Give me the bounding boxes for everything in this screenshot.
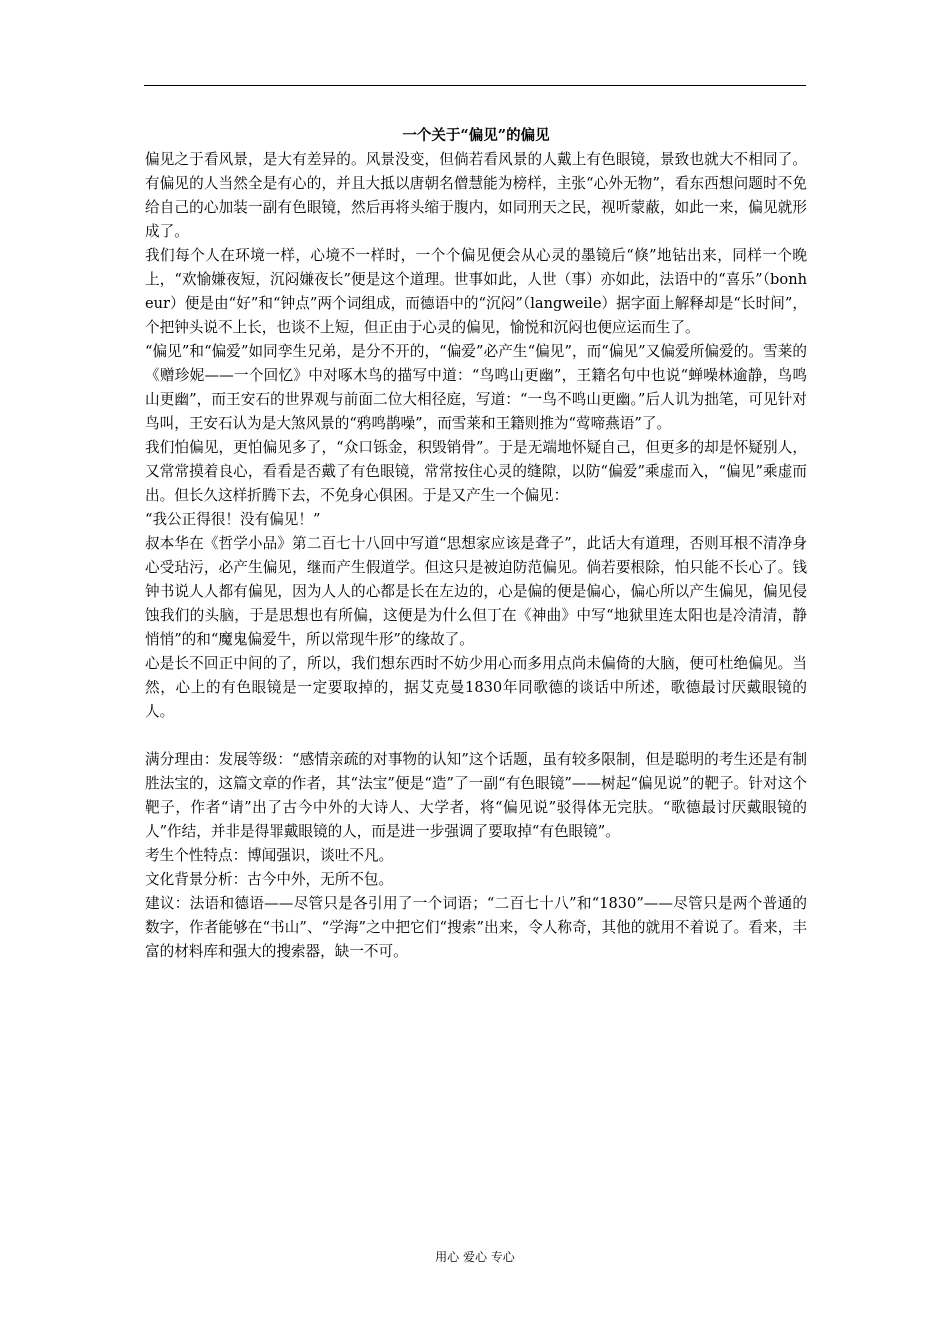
- section-gap: [145, 724, 807, 748]
- body-paragraph: “偏见”和“偏爱”如同孪生兄弟，是分不开的，“偏爱”必产生“偏见”，而“偏见”又偏爱所偏爱的。雪莱的《赠珍妮——一个回忆》中对啄木鸟的描写中道：“鸟鸣山更幽”，王籍名句中也说“蝉噪林逾静，鸟鸣山更幽”，而王安石的世界观与前面二位大相径庭，写道：“一鸟不鸣山更幽。”后人讥为拙笔，可见针对鸟叫，王安石认为是大煞风景的“鸦鸣鹊噪”，而雪莱和王籍则推为“莺啼燕语”了。: [145, 343, 807, 432]
- body-paragraph: 偏见之于看风景，是大有差异的。风景没变，但倘若看风景的人戴上有色眼镜，景致也就大不相同了。有偏见的人当然全是有心的，并且大抵以唐朝名僧慧能为榜样，主张“心外无物”，看东西想问题时不免给自己的心加装一副有色眼镜，然后再将头缩于腹内，如同刑天之民，视听蒙蔽，如此一来，偏见就形成了。: [145, 151, 807, 240]
- commentary-paragraph: 考生个性特点：博闻强识，谈吐不凡。: [145, 847, 394, 864]
- page-footer: 用心 爱心 专心: [435, 1250, 515, 1264]
- body-paragraph: 我们怕偏见，更怕偏见多了，“众口铄金，积毁销骨”。于是无端地怀疑自己，但更多的却是怀疑别人，又常常摸着良心，看看是否戴了有色眼镜，常常按住心灵的缝隙，以防“偏爱”乘虚而入，“偏见”乘虚而出。但长久这样折腾下去，不免身心俱困。于是又产生一个偏见：: [145, 439, 807, 504]
- commentary-paragraph: 满分理由：发展等级：“感情亲疏的对事物的认知”这个话题，虽有较多限制，但是聪明的考生还是有制胜法宝的，这篇文章的作者，其“法宝”便是“造”了一副“有色眼镜”——树起“偏见说”的靶子。针对这个靶子，作者“请”出了古今中外的大诗人、大学者，将“偏见说”驳得体无完肤。“歌德最讨厌戴眼镜的人”作结，并非是得罪戴眼镜的人，而是进一步强调了要取掉“有色眼镜”。: [145, 751, 807, 840]
- commentary-paragraph: 文化背景分析：古今中外，无所不包。: [145, 871, 394, 888]
- body-paragraph: 我们每个人在环境一样，心境不一样时，一个个偏见便会从心灵的墨镜后“倏”地钻出来，同样一个晚上，“欢愉嫌夜短，沉闷嫌夜长”便是这个道理。世事如此，人世（事）亦如此，法语中的“喜乐”（bonheur）便是由“好”和“钟点”两个词组成，而德语中的“沉闷”（langweile）据字面上解释却是“长时间”，个把钟头说不上长，也谈不上短，但正由于心灵的偏见，愉悦和沉闷也便应运而生了。: [145, 247, 807, 336]
- commentary-paragraph: 建议：法语和德语——尽管只是各引用了一个词语；“二百七十八”和“1830”——尽管只是两个普通的数字，作者能够在“书山”、“学海”之中把它们“搜索”出来，令人称奇，其他的就用不着说了。看来，丰富的材料库和强大的搜索器，缺一不可。: [145, 895, 807, 960]
- header-rule: [144, 85, 806, 86]
- body-paragraph: 叔本华在《哲学小品》第二百七十八回中写道“思想家应该是聋子”，此话大有道理，否则耳根不清净身心受玷污，必产生偏见，继而产生假道学。但这只是被迫防范偏见。倘若要根除，怕只能不长心了。钱钟书说人人都有偏见，因为人人的心都是长在左边的，心是偏的便是偏心，偏心所以产生偏见，偏见侵蚀我们的头脑，于是思想也有所偏，这便是为什么但丁在《神曲》中写“地狱里连太阳也是冷清清，静悄悄”的和“魔鬼偏爱牛，所以常现牛形”的缘故了。: [145, 535, 807, 648]
- body-paragraph: 心是长不回正中间的了，所以，我们想东西时不妨少用心而多用点尚未偏倚的大脑，便可杜绝偏见。当然，心上的有色眼镜是一定要取掉的，据艾克曼1830年同歌德的谈话中所述，歌德最讨厌戴眼镜的人。: [145, 655, 807, 720]
- document-body: [145, 124, 807, 964]
- document-title: 一个关于“偏见”的偏见: [402, 127, 550, 144]
- body-paragraph: “我公正得很！没有偏见！”: [145, 511, 321, 528]
